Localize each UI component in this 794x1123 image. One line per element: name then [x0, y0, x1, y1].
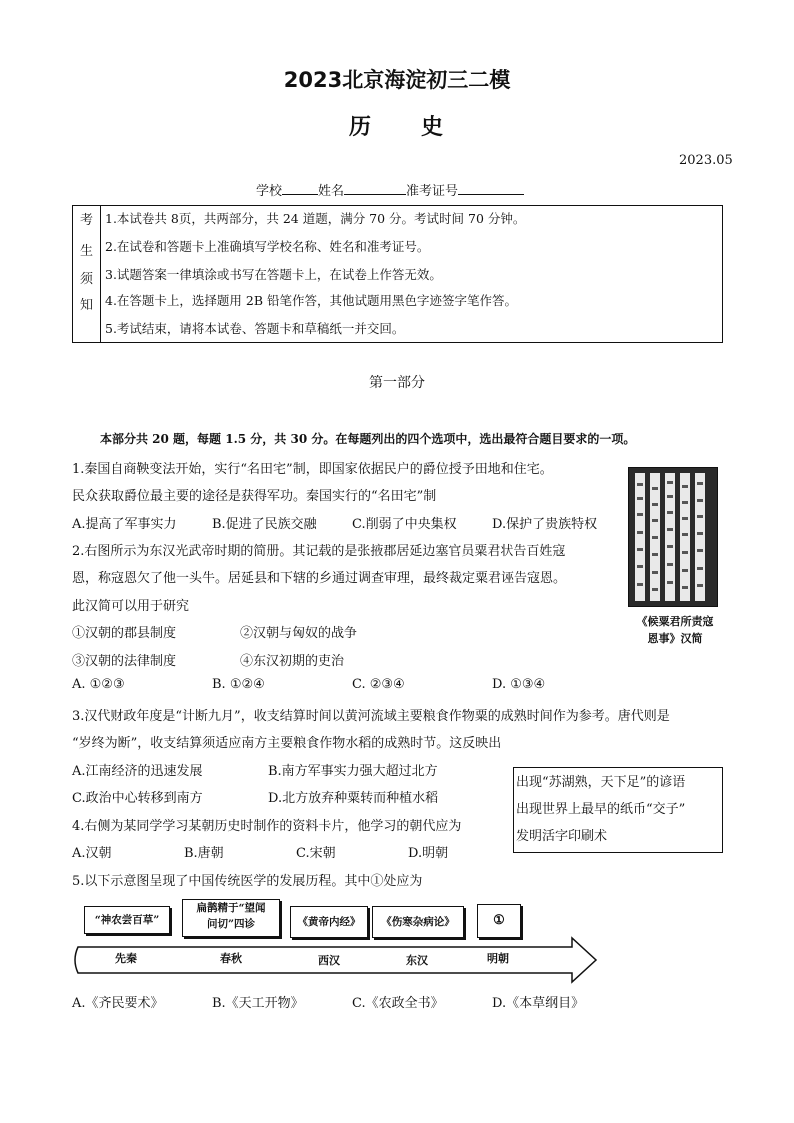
- name-label: 姓名: [318, 184, 345, 199]
- bamboo-slip-image: [628, 467, 718, 607]
- q2-item: ①汉朝的郡县制度: [72, 626, 177, 641]
- q5-option-b[interactable]: B.《天工开物》: [212, 996, 304, 1011]
- notice-item: 4.在答题卡上，选择题用 2B 铅笔作答，其他试题用黑色字迹签字笔作答。: [105, 293, 518, 308]
- q4-option-c[interactable]: C.宋朝: [296, 846, 336, 861]
- id-blank[interactable]: [458, 182, 524, 195]
- q1-option-c[interactable]: C.削弱了中央集权: [352, 517, 457, 532]
- notice-side-char: 须: [79, 272, 93, 287]
- q3-option-b[interactable]: B.南方军事实力强大超过北方: [268, 764, 438, 779]
- instruction-emphasis: 四个选项中: [407, 432, 468, 446]
- q4-option-d[interactable]: D.明朝: [408, 846, 449, 861]
- exam-title: 2023北京海淀初三二模: [283, 68, 511, 92]
- timeline-box-huangdi: 《黄帝内经》: [290, 906, 368, 938]
- card-line: 出现“苏湖熟，天下足”的谚语: [516, 775, 686, 790]
- q5-stem: 5.以下示意图呈现了中国传统医学的发展历程。其中①处应为: [72, 874, 423, 889]
- student-info-line: [256, 180, 524, 199]
- timeline-label: 先秦: [115, 952, 137, 965]
- notice-item: 2.在试卷和答题卡上准确填写学校名称、姓名和准考证号。: [105, 239, 430, 254]
- q2-item: ③汉朝的法律制度: [72, 654, 177, 669]
- part-instruction: [100, 430, 635, 447]
- timeline-box-shanghan: 《伤寒杂病论》: [372, 906, 464, 938]
- image-caption: 《候粟君所责寇: [636, 615, 714, 628]
- q2-stem: 此汉简可以用于研究: [72, 599, 190, 614]
- q4-option-b[interactable]: B.唐朝: [184, 846, 224, 861]
- instruction-text: ，选出最符合题目要求的一项。: [467, 432, 636, 446]
- q5-option-c[interactable]: C.《农政全书》: [352, 996, 444, 1011]
- q3-option-a[interactable]: A.江南经济的迅速发展: [72, 764, 203, 779]
- q1-stem: 1.秦国自商鞅变法开始，实行“名田宅”制，即国家依据民户的爵位授予田地和住宅。: [72, 462, 553, 477]
- image-caption: 恩事》汉简: [647, 632, 703, 645]
- notice-side-label: [73, 206, 101, 342]
- q2-option-a[interactable]: A. ①②③: [72, 677, 125, 692]
- q2-option-d[interactable]: D. ①③④: [492, 677, 546, 692]
- id-label: 准考证号: [406, 184, 459, 199]
- q5-option-a[interactable]: A.《齐民要术》: [72, 996, 164, 1011]
- card-line: 出现世界上最早的纸币“交子”: [516, 802, 686, 817]
- notice-side-char: 考: [79, 213, 93, 228]
- timeline-label: 明朝: [487, 952, 509, 965]
- notice-side-char: 知: [79, 298, 93, 313]
- q2-option-b[interactable]: B. ①②④: [212, 677, 265, 692]
- q3-option-c[interactable]: C.政治中心转移到南方: [72, 791, 203, 806]
- notice-item: 3.试题答案一律填涂或书写在答题卡上，在试卷上作答无效。: [105, 267, 442, 282]
- notice-side-char: 生: [79, 244, 93, 259]
- timeline-box-shennong: “神农尝百草”: [84, 906, 170, 934]
- notice-item: 1.本试卷共 8页，共两部分，共 24 道题，满分 70 分。考试时间 70 分钟。: [105, 211, 526, 226]
- q2-stem: 2.右图所示为东汉光武帝时期的简册。其记载的是张掖郡居延边塞官员粟君状告百姓寇: [72, 544, 566, 559]
- subject-title: [0, 110, 794, 141]
- subject-char-b: 史: [421, 115, 446, 140]
- q1-option-b[interactable]: B.促进了民族交融: [212, 517, 317, 532]
- timeline-box-line: 扁鹊精于“望闻: [196, 902, 266, 914]
- timeline-box-bianque: [182, 899, 280, 937]
- timeline-label: 西汉: [318, 954, 340, 967]
- q2-item: ④东汉初期的吏治: [240, 654, 345, 669]
- info-card: [513, 767, 723, 853]
- timeline-label: 春秋: [220, 952, 242, 965]
- timeline-box-line: 问切”四诊: [206, 918, 256, 930]
- q3-stem: “岁终为断”，收支结算须适应南方主要粮食作物水稻的成熟时节。这反映出: [72, 736, 502, 751]
- q1-stem: 民众获取爵位最主要的途径是获得军功。秦国实行的“名田宅”制: [72, 489, 437, 504]
- q2-option-c[interactable]: C. ②③④: [352, 677, 405, 692]
- q2-item: ②汉朝与匈奴的战争: [240, 626, 358, 641]
- part-title: 第一部分: [369, 375, 425, 391]
- school-blank[interactable]: [282, 182, 318, 195]
- q1-option-a[interactable]: A.提高了军事实力: [72, 517, 177, 532]
- instruction-text: 本部分共 20 题，每题 1.5 分，共 30 分。在每题列出的: [100, 432, 408, 446]
- candidate-notice-box: [72, 205, 723, 343]
- q3-stem: 3.汉代财政年度是“计断九月”，收支结算时间以黄河流域主要粮食作物粟的成熟时间作为参考。唐代则是: [72, 709, 670, 724]
- school-label: 学校: [256, 184, 283, 199]
- q5-option-d[interactable]: D.《本草纲目》: [492, 996, 585, 1011]
- exam-date: 2023.05: [679, 153, 733, 168]
- timeline-box-blank: ①: [477, 904, 521, 938]
- q3-option-d[interactable]: D.北方放弃种粟转而种植水稻: [268, 791, 439, 806]
- notice-item: 5.考试结束，请将本试卷、答题卡和草稿纸一并交回。: [105, 321, 405, 336]
- subject-char-a: 历: [348, 115, 373, 140]
- q2-stem: 恩，称寇恩欠了他一头牛。居延县和下辖的乡通过调查审理，最终裁定粟君诬告寇恩。: [72, 571, 567, 586]
- card-line: 发明活字印刷术: [516, 829, 608, 844]
- name-blank[interactable]: [344, 182, 406, 195]
- q1-option-d[interactable]: D.保护了贵族特权: [492, 517, 598, 532]
- timeline-label: 东汉: [406, 954, 428, 967]
- q4-stem: 4.右侧为某同学学习某朝历史时制作的资料卡片，他学习的朝代应为: [72, 819, 462, 834]
- q4-option-a[interactable]: A.汉朝: [72, 846, 112, 861]
